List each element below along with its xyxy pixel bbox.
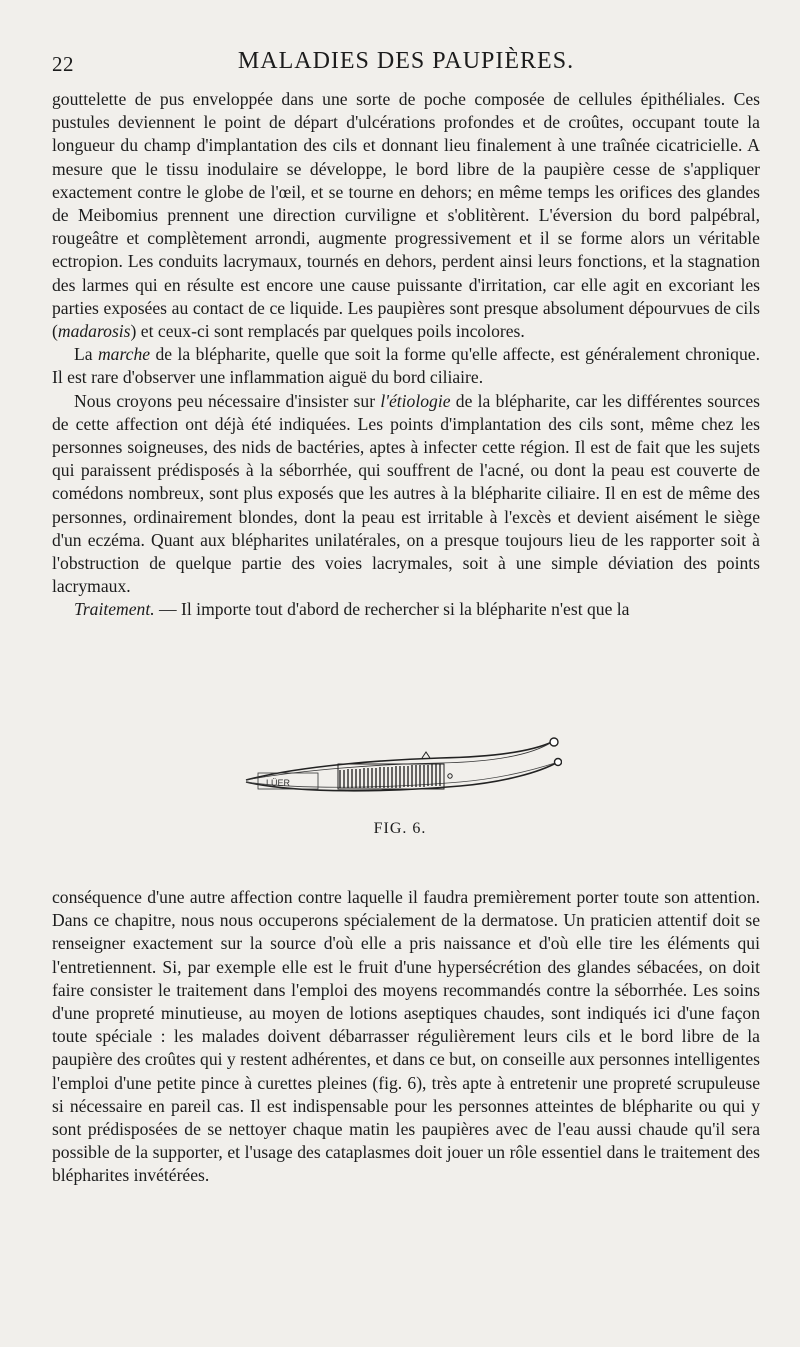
paragraph <box>52 343 760 389</box>
paragraph <box>52 88 760 343</box>
running-title: MALADIES DES PAUPIÈRES. <box>237 48 575 74</box>
paragraph-text: La <box>74 344 98 365</box>
text-block-bottom <box>52 886 760 1188</box>
paragraph-text: — Il importe tout d'abord de rechercher si la blépharite n'est que la <box>154 599 630 620</box>
section-heading-inline: Traitement. <box>74 599 155 620</box>
paragraph-text: de la blépharite, quelle que soit la forme qu'elle affecte, est généralement chronique. Il est rare d'observer une inflammation aiguë du bord ciliaire. <box>52 344 760 388</box>
page-header <box>52 48 760 78</box>
italic-term: l'étiologie <box>380 390 451 411</box>
italic-term: marche <box>97 344 151 365</box>
paragraph-text: de la blépharite, car les différentes sources de cette affection ont déjà été indiquées. Les points d'implantation des cils sont, même chez les personnes soigneuses, des nids de bactéries, aptes à infecter cette région. Il est de fait que les sujets qui paraissent prédisposés à la séborrhée, qui souffrent de l'acné, ou dont la peau est couverte de comédons nombreux, sont plus exposés que les autres à la blépharite ciliaire. Il en est de même des personnes, ordinairement blondes, dont la peau est irritable à l'excès et devient aisément le siège d'un eczéma. Quant aux blépharites unilatérales, on a presque toujours lieu de les rapporter soit à l'obstruction de quelque partie des voies lacrymales, soit à une simple déviation des points lacrymaux. <box>52 390 760 597</box>
text-block-top <box>52 88 760 622</box>
paragraph-text: Nous croyons peu nécessaire d'insister sur <box>74 390 381 411</box>
engraving-label: LÜER <box>266 778 291 788</box>
paragraph <box>52 598 760 621</box>
paragraph-text: ) et ceux-ci sont remplacés par quelques poils incolores. <box>130 321 525 342</box>
page-number: 22 <box>52 52 74 76</box>
figure-caption: FIG. 6. <box>373 820 427 837</box>
paragraph <box>52 390 760 599</box>
paragraph-text: gouttelette de pus enveloppée dans une sorte de poche composée de cellules épithéliales. Ces pustules deviennent le point de départ d'ulcérations profondes et de croûtes, occupant toute la longueur du champ d'implantation des cils et donnant lieu finalement à une traînée cicatricielle. A mesure que le tissu inodulaire se développe, le bord libre de la paupière cesse de s'appliquer exactement contre le globe de l'œil, et se tourne en dehors; en même temps les orifices des glandes de Meibomius prennent une direction curviligne et s'oblitèrent. L'éversion du bord palpébral, rougeâtre et complètement arrondi, augmente progressivement et il se forme alors un véritable ectropion. Les conduits lacrymaux, tournés en dehors, perdent ainsi leurs fonctions, et la stagnation des larmes qui en résulte est encore une cause puissante d'irritation, car elle agit en excoriant les parties exposées au contact de ce liquide. Les paupières sont presque absolument dépourvues de cils ( <box>52 89 760 342</box>
paragraph: conséquence d'une autre affection contre laquelle il faudra premièrement porter toute son attention. Dans ce chapitre, nous nous occuperons spécialement de la dermatose. Un praticien attentif doit se renseigner exactement sur la source d'où elle a pris naissance et d'où elle tire les éléments qui l'entretiennent. Si, par exemple elle est le fruit d'une hypersécrétion des glandes sébacées, on doit faire consister le traitement dans l'emploi des moyens recommandés contre la séborrhée. Les soins d'une propreté minutieuse, au moyen de lotions aseptiques chaudes, sont indiqués ici d'une façon toute spéciale : les malades doivent débarrasser régulièrement leurs cils et le bord libre de la paupière des croûtes qui y restent adhérentes, et dans ce but, on conseille aux personnes intelligentes l'emploi d'une petite pince à curettes pleines (fig. 6), très apte à entretenir une propreté scrupuleuse si nécessaire en pareil cas. Il est indispensable pour les personnes atteintes de blépharite ou qui y sont prédisposées de se nettoyer chaque matin les paupières avec de l'eau aussi chaude qu'il sera possible de la supporter, et l'usage des cataplasmes doit jouer un rôle essentiel dans le traitement des blépharites invétérées. <box>52 887 760 1186</box>
italic-term: madarosis <box>57 321 131 342</box>
curette-forceps-illustration <box>240 736 562 800</box>
